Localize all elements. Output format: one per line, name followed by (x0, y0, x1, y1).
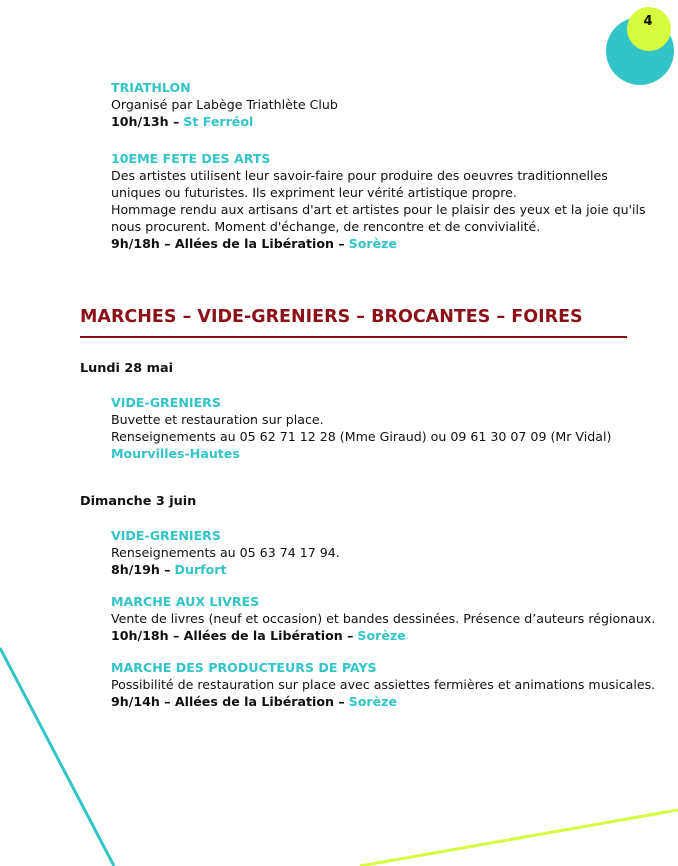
event-text: Hommage rendu aux artisans d'art et artistes pour le plaisir des yeux et la joie qu'ils (111, 202, 646, 217)
event-triathlon (111, 79, 338, 130)
event-time: 9h/14h – Allées de la Libération – (111, 694, 345, 709)
event-marche-aux-livres (111, 593, 655, 644)
event-time: 8h/19h – (111, 562, 171, 577)
event-text: Des artistes utilisent leur savoir-faire pour produire des oeuvres traditionnelles (111, 168, 608, 183)
event-place: Sorèze (348, 236, 397, 251)
event-text: nous procurent. Moment d'échange, de rencontre et de convivialité. (111, 219, 541, 234)
event-schedule (111, 445, 611, 462)
event-title: MARCHE DES PRODUCTEURS DE PAYS (111, 660, 377, 675)
event-text: Renseignements au 05 62 71 12 28 (Mme Giraud) ou 09 61 30 07 09 (Mr Vidal) (111, 429, 612, 444)
event-place: Durfort (174, 562, 227, 577)
event-schedule (111, 561, 340, 578)
event-text: Renseignements au 05 63 74 17 94. (111, 545, 340, 560)
event-place: Sorèze (348, 694, 397, 709)
section-title: MARCHES – VIDE-GRENIERS – BROCANTES – FOIRES (80, 306, 627, 338)
event-title: VIDE-GRENIERS (111, 528, 221, 543)
event-title: VIDE-GRENIERS (111, 395, 221, 410)
event-time: 10h/13h – (111, 114, 180, 129)
event-time: 10h/18h – Allées de la Libération – (111, 628, 354, 643)
page-number: 4 (643, 14, 653, 29)
event-title: TRIATHLON (111, 80, 191, 95)
event-title: 10EME FETE DES ARTS (111, 151, 271, 166)
event-text: Buvette et restauration sur place. (111, 412, 324, 427)
event-fete-des-arts (111, 150, 646, 252)
lime-diagonal-line (360, 810, 678, 866)
event-text: uniques ou futuristes. Ils expriment leur vérité artistique propre. (111, 185, 517, 200)
event-vide-greniers-1 (111, 394, 611, 462)
teal-diagonal-line (0, 648, 114, 866)
event-text: Possibilité de restauration sur place avec assiettes fermières et animations musicales. (111, 677, 656, 692)
event-text: Vente de livres (neuf et occasion) et bandes dessinées. Présence d’auteurs régionaux. (111, 611, 656, 626)
event-schedule (111, 627, 655, 644)
event-place: Mourvilles-Hautes (111, 446, 240, 461)
event-marche-producteurs (111, 659, 655, 710)
event-place: St Ferréol (183, 114, 254, 129)
event-title: MARCHE AUX LIVRES (111, 594, 260, 609)
event-schedule (111, 113, 338, 130)
event-text: Organisé par Labège Triathlète Club (111, 97, 338, 112)
event-schedule (111, 235, 646, 252)
event-place: Sorèze (357, 628, 406, 643)
day-heading: Lundi 28 mai (80, 361, 173, 376)
event-schedule (111, 693, 655, 710)
event-time: 9h/18h – Allées de la Libération – (111, 236, 345, 251)
event-vide-greniers-2 (111, 527, 340, 578)
day-heading: Dimanche 3 juin (80, 494, 197, 509)
